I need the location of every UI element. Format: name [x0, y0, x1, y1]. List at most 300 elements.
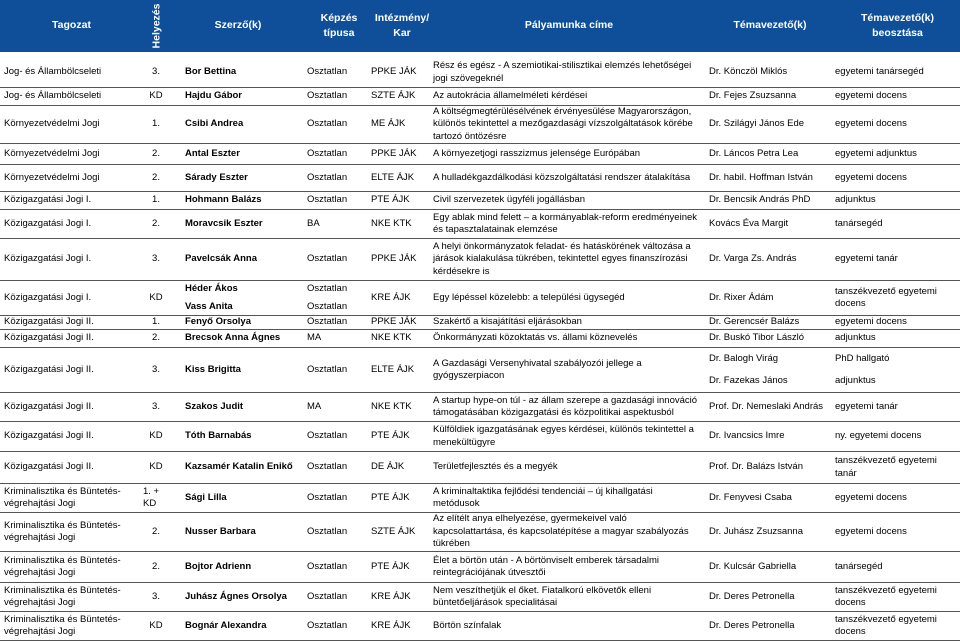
table-row [0, 281, 960, 316]
helyezes-cell-text: KD [149, 291, 163, 303]
helyezes-cell-text: 2. [152, 525, 160, 537]
beosztas-cell [835, 58, 960, 87]
kepzes-cell-text: Osztatlan [307, 194, 348, 206]
kepzes-text: Osztatlan [307, 300, 348, 312]
temavezeto-cell-text: Dr. Kulcsár Gabriella [709, 560, 797, 572]
kepzes-cell [307, 106, 371, 143]
tv-cell-1 [709, 348, 835, 370]
kar-cell-text: PPKE JÁK [371, 66, 417, 78]
temavezeto-cell-text: Dr. Buskó Tibor László [709, 332, 805, 344]
table-row [0, 422, 960, 452]
temavezeto-cell-text: Dr. Juhász Zsuzsanna [709, 525, 803, 537]
kepzes-cell [307, 192, 371, 209]
tagozat-cell-text: Közigazgatási Jogi II. [4, 400, 94, 412]
helyezes-cell [143, 192, 169, 209]
beosztas-cell-text: tanársegéd [835, 560, 883, 572]
kar-cell-text: NKE KTK [371, 332, 412, 344]
szerzo-cell [185, 422, 307, 451]
temavezeto-cell-text: Dr. Láncos Petra Lea [709, 147, 799, 159]
tagozat-cell-text: Közigazgatási Jogi I. [4, 291, 92, 303]
beosztas-cell [835, 452, 960, 483]
tv-cell-2 [709, 371, 835, 393]
kepzes-cell-text: Osztatlan [307, 171, 348, 183]
temavezeto-cell-text: Dr. Fejes Zsuzsanna [709, 90, 797, 102]
szerzo-cell [185, 316, 307, 329]
helyezes-cell-text: 1. [152, 316, 160, 328]
cim-cell [433, 144, 705, 164]
cim-cell-text: Az elítélt anya elhelyezése, gyermekeivel való kapcsolattartása, és kapcsolatépítése a magyar szabályozás tükrében [433, 513, 689, 550]
cim-cell [433, 316, 705, 329]
tagozat-cell-text: Közigazgatási Jogi I. [4, 253, 92, 265]
temavezeto-cell-text: Kovács Éva Margit [709, 217, 789, 229]
helyezes-cell-text: KD [149, 461, 163, 473]
cim-cell-text: Az autokrácia államelméleti kérdései [433, 90, 588, 102]
temavezeto-cell [709, 330, 835, 347]
cim-cell [433, 88, 705, 105]
table-row [0, 330, 960, 348]
header-palyamunka: Pályamunka címe [524, 19, 614, 32]
beosztas-cell-text: egyetemi docens [835, 316, 907, 328]
cim-cell-text: A környezetjogi rasszizmus jelensége Európában [433, 147, 641, 159]
szerzo-cell-text: Hajdu Gábor [185, 90, 243, 102]
beosztas-cell [835, 316, 960, 329]
header-helyezes: Helyezés [150, 3, 163, 49]
kar-cell [371, 144, 433, 164]
kepzes-cell [307, 583, 371, 611]
tagozat-cell-text: Környezetvédelmi Jogi [4, 118, 100, 130]
kepzes-cell [307, 348, 371, 392]
kar-cell-text: KRE ÁJK [371, 590, 411, 602]
tagozat-cell [4, 484, 143, 512]
szerzo-cell [185, 552, 307, 582]
tagozat-cell [4, 348, 143, 392]
kepzes-cell-2 [307, 299, 371, 316]
helyezes-cell-text: 2. [152, 217, 160, 229]
kar-cell-text: KRE ÁJK [371, 619, 411, 631]
cim-cell [433, 165, 705, 191]
cim-cell [433, 192, 705, 209]
tagozat-cell-text: Közigazgatási Jogi II. [4, 316, 94, 328]
szerzo-cell [185, 583, 307, 611]
beosztas-cell-text: egyetemi docens [835, 171, 907, 183]
kar-cell-text: PTE ÁJK [371, 491, 410, 503]
temavezeto-cell-text: Dr. Gerencsér Balázs [709, 316, 800, 328]
kepzes-cell-text: Osztatlan [307, 461, 348, 473]
helyezes-cell-text: 1. + KD [143, 485, 160, 509]
table-row [0, 583, 960, 612]
helyezes-cell [143, 612, 169, 640]
table-row [0, 348, 960, 393]
beosztas-cell [835, 210, 960, 238]
tagozat-cell [4, 330, 143, 347]
szerzo-cell-text: Bognár Alexandra [185, 619, 267, 631]
beosztas-cell-text: tanszékvezető egyetemi docens [835, 285, 937, 309]
szerzo-cell [185, 513, 307, 551]
szerzo-cell-text: Szakos Judit [185, 400, 244, 412]
helyezes-cell [143, 281, 169, 315]
kepzes-cell [307, 165, 371, 191]
kepzes-cell-text: Osztatlan [307, 66, 348, 78]
beosztas-cell [835, 165, 960, 191]
helyezes-cell [143, 106, 169, 143]
szerzo-cell [185, 612, 307, 640]
tagozat-cell-text: Környezetvédelmi Jogi [4, 171, 100, 183]
beosztas-cell-text: egyetemi tanársegéd [835, 66, 924, 78]
beosztas-cell-text: tanszékvezető egyetemi docens [835, 613, 937, 637]
table-row [0, 58, 960, 88]
szerzo-cell [185, 348, 307, 392]
temavezeto-cell-text: Dr. Ivancsics Imre [709, 430, 785, 442]
cim-cell-text: A startup hype-on túl - az állam szerepe a gazdasági innováció támogatásában közigazgatási és közpolitikai aspektusból [433, 394, 698, 418]
beosztas-cell-text: egyetemi docens [835, 525, 907, 537]
beosztas-cell-text: ny. egyetemi docens [835, 430, 922, 442]
szerzo-cell [185, 210, 307, 238]
szerzo-cell-text: Sárady Eszter [185, 171, 248, 183]
helyezes-cell-text: 3. [152, 363, 160, 375]
cim-cell-text: A költségmegtérülésélvének érvényesülése Magyarországon, különös tekintettel a mezőgazdasági vízszolgáltatások körébe tartozó öntözésre [433, 105, 693, 142]
tagozat-cell [4, 583, 143, 611]
beosztas-cell [835, 422, 960, 451]
temavezeto-cell [709, 452, 835, 483]
kar-cell [371, 192, 433, 209]
temavezeto-cell [709, 612, 835, 640]
kepzes-cell-text: Osztatlan [307, 147, 348, 159]
kar-cell-text: KRE ÁJK [371, 291, 411, 303]
tagozat-cell [4, 106, 143, 143]
kepzes-cell [307, 452, 371, 483]
table-row [0, 106, 960, 144]
kepzes-cell [307, 330, 371, 347]
tagozat-cell [4, 281, 143, 315]
tagozat-cell-text: Közigazgatási Jogi I. [4, 217, 92, 229]
beosztas-cell-text: tanszékvezető egyetemi tanár [835, 455, 937, 479]
kar-cell-text: DE ÁJK [371, 461, 405, 473]
kepzes-cell-text: Osztatlan [307, 363, 348, 375]
szerzo-cell-2 [185, 299, 307, 316]
cim-cell-text: Civil szervezetek ügyféli jogállásban [433, 194, 586, 206]
helyezes-cell-text: 3. [152, 590, 160, 602]
helyezes-cell-text: KD [149, 619, 163, 631]
beosztas-cell [835, 612, 960, 640]
szerzo-cell [185, 165, 307, 191]
temavezeto-cell-text: Dr. Fenyvesi Csaba [709, 491, 792, 503]
szerzo-cell [185, 452, 307, 483]
cim-cell [433, 513, 705, 551]
tagozat-cell [4, 612, 143, 640]
beo-text: PhD hallgató [835, 352, 890, 364]
szerzo-cell-text: Nusser Barbara [185, 525, 256, 537]
cim-cell-text: Börtön színfalak [433, 619, 502, 631]
helyezes-cell-text: 3. [152, 66, 160, 78]
temavezeto-cell [709, 106, 835, 143]
kar-cell-text: ELTE ÁJK [371, 171, 415, 183]
kar-cell [371, 239, 433, 280]
helyezes-cell-text: 2. [152, 560, 160, 572]
cim-cell [433, 452, 705, 483]
header-temavezeto: Témavezető(k) [733, 19, 807, 32]
helyezes-cell [143, 316, 169, 329]
beosztas-cell-text: adjunktus [835, 332, 876, 344]
beosztas-cell [835, 583, 960, 611]
tagozat-cell [4, 144, 143, 164]
beosztas-cell-text: egyetemi adjunktus [835, 147, 917, 159]
helyezes-cell-text: 2. [152, 147, 160, 159]
cim-cell-text: Szakértő a kisajátítási eljárásokban [433, 316, 582, 328]
kepzes-cell-1 [307, 281, 371, 298]
szerzo-cell [185, 106, 307, 143]
tagozat-cell-text: Közigazgatási Jogi II. [4, 461, 94, 473]
header-szerzo: Szerző(k) [214, 19, 262, 32]
beosztas-cell [835, 513, 960, 551]
kar-cell [371, 210, 433, 238]
tagozat-cell-text: Kriminalisztika és Büntetés- végrehajtási Jogi [4, 613, 121, 637]
helyezes-cell [143, 583, 169, 611]
szerzo-cell-text: Moravcsik Eszter [185, 217, 263, 229]
beosztas-cell [835, 393, 960, 421]
tagozat-cell [4, 452, 143, 483]
beosztas-cell [835, 552, 960, 582]
kepzes-cell [307, 144, 371, 164]
cim-cell-text: Önkormányzati közoktatás vs. állami köznevelés [433, 332, 638, 344]
table-row [0, 192, 960, 210]
kepzes-cell [307, 552, 371, 582]
table-row [0, 316, 960, 330]
table-row [0, 144, 960, 165]
tagozat-cell-text: Kriminalisztika és Büntetés- végrehajtási Jogi [4, 485, 121, 509]
kepzes-cell [307, 513, 371, 551]
temavezeto-cell [709, 316, 835, 329]
kar-cell [371, 612, 433, 640]
temavezeto-cell-text: Dr. Szilágyi János Ede [709, 118, 805, 130]
cim-cell-text: Külföldiek igazgatásának egyes kérdései, különös tekintettel a menekültügyre [433, 424, 694, 448]
kepzes-cell-text: BA [307, 217, 320, 229]
cim-cell [433, 330, 705, 347]
kar-cell-text: NKE KTK [371, 400, 412, 412]
tagozat-cell-text: Környezetvédelmi Jogi [4, 147, 100, 159]
szerzo-cell-text: Fenyő Orsolya [185, 316, 251, 328]
temavezeto-cell-text: Dr. Deres Petronella [709, 590, 795, 602]
beosztas-cell-text: egyetemi tanár [835, 253, 898, 265]
szerzo-cell-text: Bojtor Adrienn [185, 560, 252, 572]
kepzes-cell-text: MA [307, 332, 322, 344]
beosztas-cell [835, 144, 960, 164]
kepzes-cell [307, 88, 371, 105]
kar-cell [371, 484, 433, 512]
beosztas-cell-text: adjunktus [835, 194, 876, 206]
kar-cell-text: PTE ÁJK [371, 560, 410, 572]
helyezes-cell-text: 1. [152, 118, 160, 130]
cim-cell [433, 281, 705, 315]
temavezeto-cell-text: Dr. Deres Petronella [709, 619, 795, 631]
kar-cell [371, 513, 433, 551]
temavezeto-cell [709, 552, 835, 582]
szerzo-text: Héder Ákos [185, 283, 238, 295]
kar-cell-text: NKE KTK [371, 217, 412, 229]
kar-cell [371, 583, 433, 611]
kepzes-cell [307, 422, 371, 451]
kar-cell-text: PTE ÁJK [371, 430, 410, 442]
tagozat-cell-text: Közigazgatási Jogi II. [4, 332, 94, 344]
szerzo-cell [185, 239, 307, 280]
temavezeto-cell [709, 513, 835, 551]
table-row [0, 612, 960, 641]
cim-cell [433, 58, 705, 87]
kar-cell [371, 452, 433, 483]
cim-cell [433, 106, 705, 143]
kar-cell [371, 330, 433, 347]
table-row [0, 484, 960, 513]
temavezeto-cell [709, 583, 835, 611]
kepzes-cell-text: MA [307, 400, 322, 412]
kar-cell [371, 165, 433, 191]
helyezes-cell [143, 452, 169, 483]
tagozat-cell [4, 552, 143, 582]
temavezeto-cell-text: Dr. habil. Hoffman István [709, 171, 813, 183]
kar-cell-text: SZTE ÁJK [371, 90, 416, 102]
tagozat-cell-text: Kriminalisztika és Büntetés- végrehajtási Jogi [4, 519, 121, 543]
cim-cell [433, 210, 705, 238]
szerzo-cell [185, 330, 307, 347]
kar-cell [371, 552, 433, 582]
kar-cell-text: PPKE JÁK [371, 253, 417, 265]
beosztas-cell [835, 330, 960, 347]
cim-cell-text: A Gazdasági Versenyhivatal szabályozói jellege a gyógyszerpiacon [433, 357, 642, 381]
temavezeto-cell-text: Dr. Varga Zs. András [709, 253, 797, 265]
helyezes-cell [143, 422, 169, 451]
kepzes-cell-text: Osztatlan [307, 525, 348, 537]
header-beosztas: Témavezető(k) beosztása [861, 11, 934, 39]
szerzo-cell [185, 58, 307, 87]
cim-cell-text: A kriminaltaktika fejlődési tendenciái – új kihallgatási metódusok [433, 485, 653, 509]
cim-cell [433, 583, 705, 611]
kar-cell [371, 393, 433, 421]
helyezes-cell-text: 3. [152, 253, 160, 265]
helyezes-cell-text: 3. [152, 400, 160, 412]
temavezeto-cell [709, 88, 835, 105]
kar-cell-text: PPKE JÁK [371, 316, 417, 328]
cim-cell-text: Egy ablak mind felett – a kormányablak-reform eredményeinek és tapasztalatainak elemzése [433, 211, 698, 235]
beosztas-cell [835, 484, 960, 512]
table-row [0, 452, 960, 484]
cim-cell-text: Élet a börtön után - A börtönviselt emberek társadalmi reintegrációjának útvesztői [433, 554, 660, 578]
table-row [0, 88, 960, 106]
kepzes-cell-text: Osztatlan [307, 90, 348, 102]
cim-cell [433, 612, 705, 640]
kar-cell [371, 348, 433, 392]
beosztas-cell-text: egyetemi tanár [835, 400, 898, 412]
helyezes-cell [143, 552, 169, 582]
kepzes-cell [307, 393, 371, 421]
cim-cell-text: Egy lépéssel közelebb: a települési ügysegéd [433, 291, 625, 303]
temavezeto-cell [709, 393, 835, 421]
tagozat-cell [4, 422, 143, 451]
beosztas-cell [835, 239, 960, 280]
temavezeto-cell [709, 422, 835, 451]
table-row [0, 165, 960, 192]
kepzes-cell-text: Osztatlan [307, 491, 348, 503]
table-header [0, 0, 960, 52]
header-tagozat: Tagozat [52, 19, 91, 32]
cim-cell [433, 239, 705, 280]
kepzes-cell [307, 239, 371, 280]
tagozat-cell-text: Kriminalisztika és Büntetés- végrehajtási Jogi [4, 584, 121, 608]
kar-cell [371, 58, 433, 87]
tv-text: Dr. Fazekas János [709, 375, 788, 387]
helyezes-cell [143, 165, 169, 191]
temavezeto-cell-text: Dr. Rixer Ádám [709, 291, 774, 303]
beo-text: adjunktus [835, 375, 876, 387]
beosztas-cell-text: egyetemi docens [835, 118, 907, 130]
kepzes-cell [307, 58, 371, 87]
szerzo-cell-1 [185, 281, 307, 298]
cim-cell [433, 484, 705, 512]
temavezeto-cell [709, 484, 835, 512]
header-kepzes: Képzés típusa [320, 11, 358, 39]
temavezeto-cell [709, 144, 835, 164]
helyezes-cell [143, 348, 169, 392]
helyezes-cell-text: KD [149, 90, 163, 102]
kepzes-cell-text: Osztatlan [307, 590, 348, 602]
temavezeto-cell [709, 58, 835, 87]
helyezes-cell [143, 393, 169, 421]
szerzo-cell-text: Csibi Andrea [185, 118, 244, 130]
cim-cell-text: Nem veszíthetjük el őket. Fiatalkorú elkövetők elleni büntetőeljárások specialitásai [433, 584, 652, 608]
temavezeto-cell-text: Prof. Dr. Balázs István [709, 461, 803, 473]
beosztas-cell-text: egyetemi docens [835, 491, 907, 503]
kepzes-cell-text: Osztatlan [307, 253, 348, 265]
kepzes-cell [307, 484, 371, 512]
kar-cell [371, 88, 433, 105]
helyezes-cell [143, 239, 169, 280]
helyezes-cell [143, 484, 169, 512]
tagozat-cell-text: Közigazgatási Jogi I. [4, 194, 92, 206]
kepzes-text: Osztatlan [307, 283, 348, 295]
beosztas-cell [835, 88, 960, 105]
szerzo-cell-text: Sági Lilla [185, 491, 227, 503]
table-row [0, 210, 960, 239]
tv-text: Dr. Balogh Virág [709, 352, 779, 364]
szerzo-cell-text: Bor Bettina [185, 66, 237, 78]
helyezes-cell [143, 58, 169, 87]
beosztas-cell [835, 192, 960, 209]
szerzo-cell-text: Pavelcsák Anna [185, 253, 257, 265]
kepzes-cell [307, 612, 371, 640]
helyezes-cell [143, 88, 169, 105]
szerzo-cell [185, 484, 307, 512]
cim-cell [433, 422, 705, 451]
cim-cell-text: A hulladékgazdálkodási közszolgáltatási rendszer átalakítása [433, 171, 691, 183]
kepzes-cell-text: Osztatlan [307, 619, 348, 631]
helyezes-cell-text: 2. [152, 171, 160, 183]
helyezes-cell [143, 513, 169, 551]
tagozat-cell [4, 393, 143, 421]
beosztas-cell-text: tanársegéd [835, 217, 883, 229]
szerzo-cell-text: Tóth Barnabás [185, 430, 252, 442]
tagozat-cell [4, 192, 143, 209]
kar-cell-text: ME ÁJK [371, 118, 406, 130]
kar-cell [371, 106, 433, 143]
kar-cell-text: PTE ÁJK [371, 194, 410, 206]
temavezeto-cell [709, 165, 835, 191]
cim-cell-text: Rész és egész - A szemiotikai-stilisztikai elemzés lehetőségei jogi szövegeknél [433, 60, 692, 84]
helyezes-cell-text: KD [149, 430, 163, 442]
temavezeto-cell-text: Dr. Bencsik András PhD [709, 194, 811, 206]
temavezeto-cell [709, 192, 835, 209]
tagozat-cell-text: Közigazgatási Jogi II. [4, 430, 94, 442]
temavezeto-cell-text: Prof. Dr. Nemeslaki András [709, 400, 824, 412]
temavezeto-cell-text: Dr. Könczöl Miklós [709, 66, 788, 78]
table-row [0, 393, 960, 422]
